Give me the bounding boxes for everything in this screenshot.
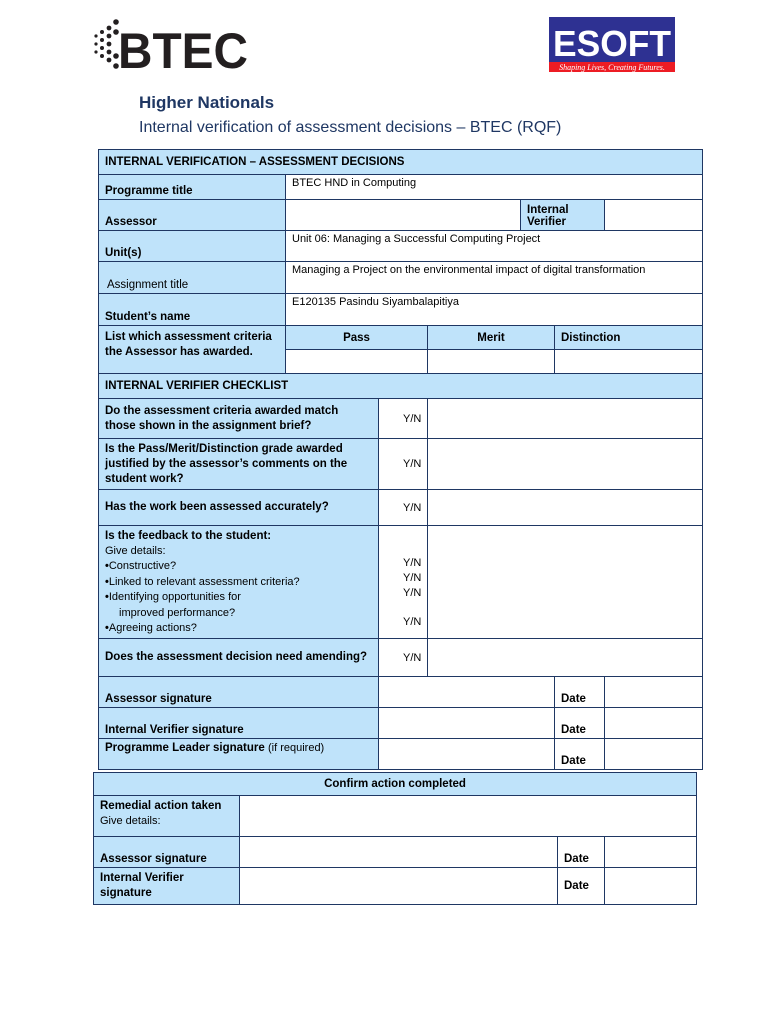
assessor-field[interactable] bbox=[286, 200, 521, 231]
pl-date-label: Date bbox=[555, 739, 605, 770]
remedial-field[interactable] bbox=[240, 796, 697, 837]
criteria-label: List which assessment criteria the Assessor has awarded. bbox=[99, 326, 286, 374]
q5-yn[interactable]: Y/N bbox=[379, 639, 428, 677]
confirm-iv-signature-field[interactable] bbox=[240, 868, 558, 905]
iv-decisions-table bbox=[98, 149, 703, 770]
distinction-label: Distinction bbox=[555, 326, 703, 350]
confirm-assessor-signature-label: Assessor signature bbox=[94, 837, 240, 868]
q4-comment[interactable] bbox=[428, 526, 703, 639]
internal-verifier-field[interactable] bbox=[605, 200, 703, 231]
q5-label: Does the assessment decision need amending? bbox=[99, 639, 379, 677]
merit-label: Merit bbox=[428, 326, 555, 350]
remedial-label: Remedial action taken bbox=[100, 800, 222, 812]
q3-label: Has the work been assessed accurately? bbox=[99, 490, 379, 526]
q5-comment[interactable] bbox=[428, 639, 703, 677]
student-name-field[interactable]: E120135 Pasindu Siyambalapitiya bbox=[286, 294, 703, 326]
q2-yn[interactable]: Y/N bbox=[379, 439, 428, 490]
units-field[interactable]: Unit 06: Managing a Successful Computing Project bbox=[286, 231, 703, 262]
q4-item-identifying: • Identifying opportunities for bbox=[105, 590, 372, 606]
q2-comment[interactable] bbox=[428, 439, 703, 490]
iv-date-label: Date bbox=[555, 708, 605, 739]
q1-comment[interactable] bbox=[428, 399, 703, 439]
pl-signature-label: Programme Leader signature bbox=[105, 742, 265, 754]
confirm-iv-date-field[interactable] bbox=[605, 868, 697, 905]
assessor-date-field[interactable] bbox=[605, 677, 703, 708]
confirm-iv-date-label: Date bbox=[558, 868, 605, 905]
q4-cell bbox=[99, 526, 379, 639]
q1-label: Do the assessment criteria awarded match those shown in the assignment brief? bbox=[99, 399, 379, 439]
document-title: Higher Nationals bbox=[139, 93, 275, 112]
pass-label: Pass bbox=[286, 326, 428, 350]
section-header-checklist: INTERNAL VERIFIER CHECKLIST bbox=[99, 374, 703, 399]
remedial-cell bbox=[94, 796, 240, 837]
student-name-label: Student’s name bbox=[99, 294, 286, 326]
assessor-label: Assessor bbox=[99, 200, 286, 231]
pl-signature-cell bbox=[99, 739, 379, 770]
pl-signature-field[interactable] bbox=[379, 739, 555, 770]
q4-yn-1[interactable]: Y/N bbox=[403, 557, 422, 569]
q4-item-improved: improved performance? bbox=[119, 606, 236, 619]
assessor-signature-field[interactable] bbox=[379, 677, 555, 708]
confirm-action-table bbox=[93, 772, 697, 905]
q4-item-agreeing: • Agreeing actions? bbox=[105, 621, 372, 637]
confirm-header: Confirm action completed bbox=[94, 773, 697, 796]
assessor-signature-label: Assessor signature bbox=[99, 677, 379, 708]
confirm-assessor-date-label: Date bbox=[558, 837, 605, 868]
assignment-title-label: Assignment title bbox=[99, 262, 286, 294]
btec-logo-text: BTEC bbox=[118, 23, 248, 72]
q4-give-details: Give details: bbox=[105, 545, 166, 557]
merit-field[interactable] bbox=[428, 350, 555, 374]
iv-date-field[interactable] bbox=[605, 708, 703, 739]
confirm-assessor-date-field[interactable] bbox=[605, 837, 697, 868]
document-subtitle: Internal verification of assessment decisions – BTEC (RQF) bbox=[139, 119, 562, 136]
q4-label: Is the feedback to the student: bbox=[105, 530, 272, 542]
assessor-date-label: Date bbox=[555, 677, 605, 708]
pl-signature-note: (if required) bbox=[267, 742, 325, 754]
confirm-iv-signature-text: Internal Verifier signature bbox=[100, 872, 184, 899]
q4-item-linked: • Linked to relevant assessment criteria? bbox=[105, 575, 372, 591]
confirm-iv-signature-label bbox=[94, 868, 240, 905]
esoft-tagline: Shaping Lives, Creating Futures. bbox=[559, 63, 665, 72]
internal-verifier-label: Internal Verifier bbox=[521, 200, 605, 231]
q3-comment[interactable] bbox=[428, 490, 703, 526]
iv-signature-label: Internal Verifier signature bbox=[99, 708, 379, 739]
units-label: Unit(s) bbox=[99, 231, 286, 262]
q3-yn[interactable]: Y/N bbox=[379, 490, 428, 526]
q4-yn-2[interactable]: Y/N bbox=[403, 572, 422, 584]
q4-yn-cell[interactable] bbox=[379, 526, 428, 639]
q2-label: Is the Pass/Merit/Distinction grade awarded justified by the assessor’s comments on the student work? bbox=[99, 439, 379, 490]
pass-field[interactable] bbox=[286, 350, 428, 374]
btec-logo bbox=[92, 16, 252, 72]
q4-yn-3[interactable]: Y/N bbox=[403, 587, 422, 599]
programme-title-field[interactable]: BTEC HND in Computing bbox=[286, 175, 703, 200]
q1-yn[interactable]: Y/N bbox=[379, 399, 428, 439]
esoft-logo-text: ESOFT bbox=[553, 23, 671, 64]
assignment-title-field[interactable]: Managing a Project on the environmental impact of digital transformation bbox=[286, 262, 703, 294]
iv-signature-field[interactable] bbox=[379, 708, 555, 739]
esoft-logo bbox=[549, 17, 675, 72]
q4-yn-4[interactable]: Y/N bbox=[403, 616, 422, 628]
q4-item-constructive: • Constructive? bbox=[105, 559, 372, 575]
remedial-give-details: Give details: bbox=[100, 815, 161, 827]
pl-date-field[interactable] bbox=[605, 739, 703, 770]
distinction-field[interactable] bbox=[555, 350, 703, 374]
section-header-decisions: INTERNAL VERIFICATION – ASSESSMENT DECISIONS bbox=[99, 150, 703, 175]
programme-title-label: Programme title bbox=[99, 175, 286, 200]
confirm-assessor-signature-field[interactable] bbox=[240, 837, 558, 868]
